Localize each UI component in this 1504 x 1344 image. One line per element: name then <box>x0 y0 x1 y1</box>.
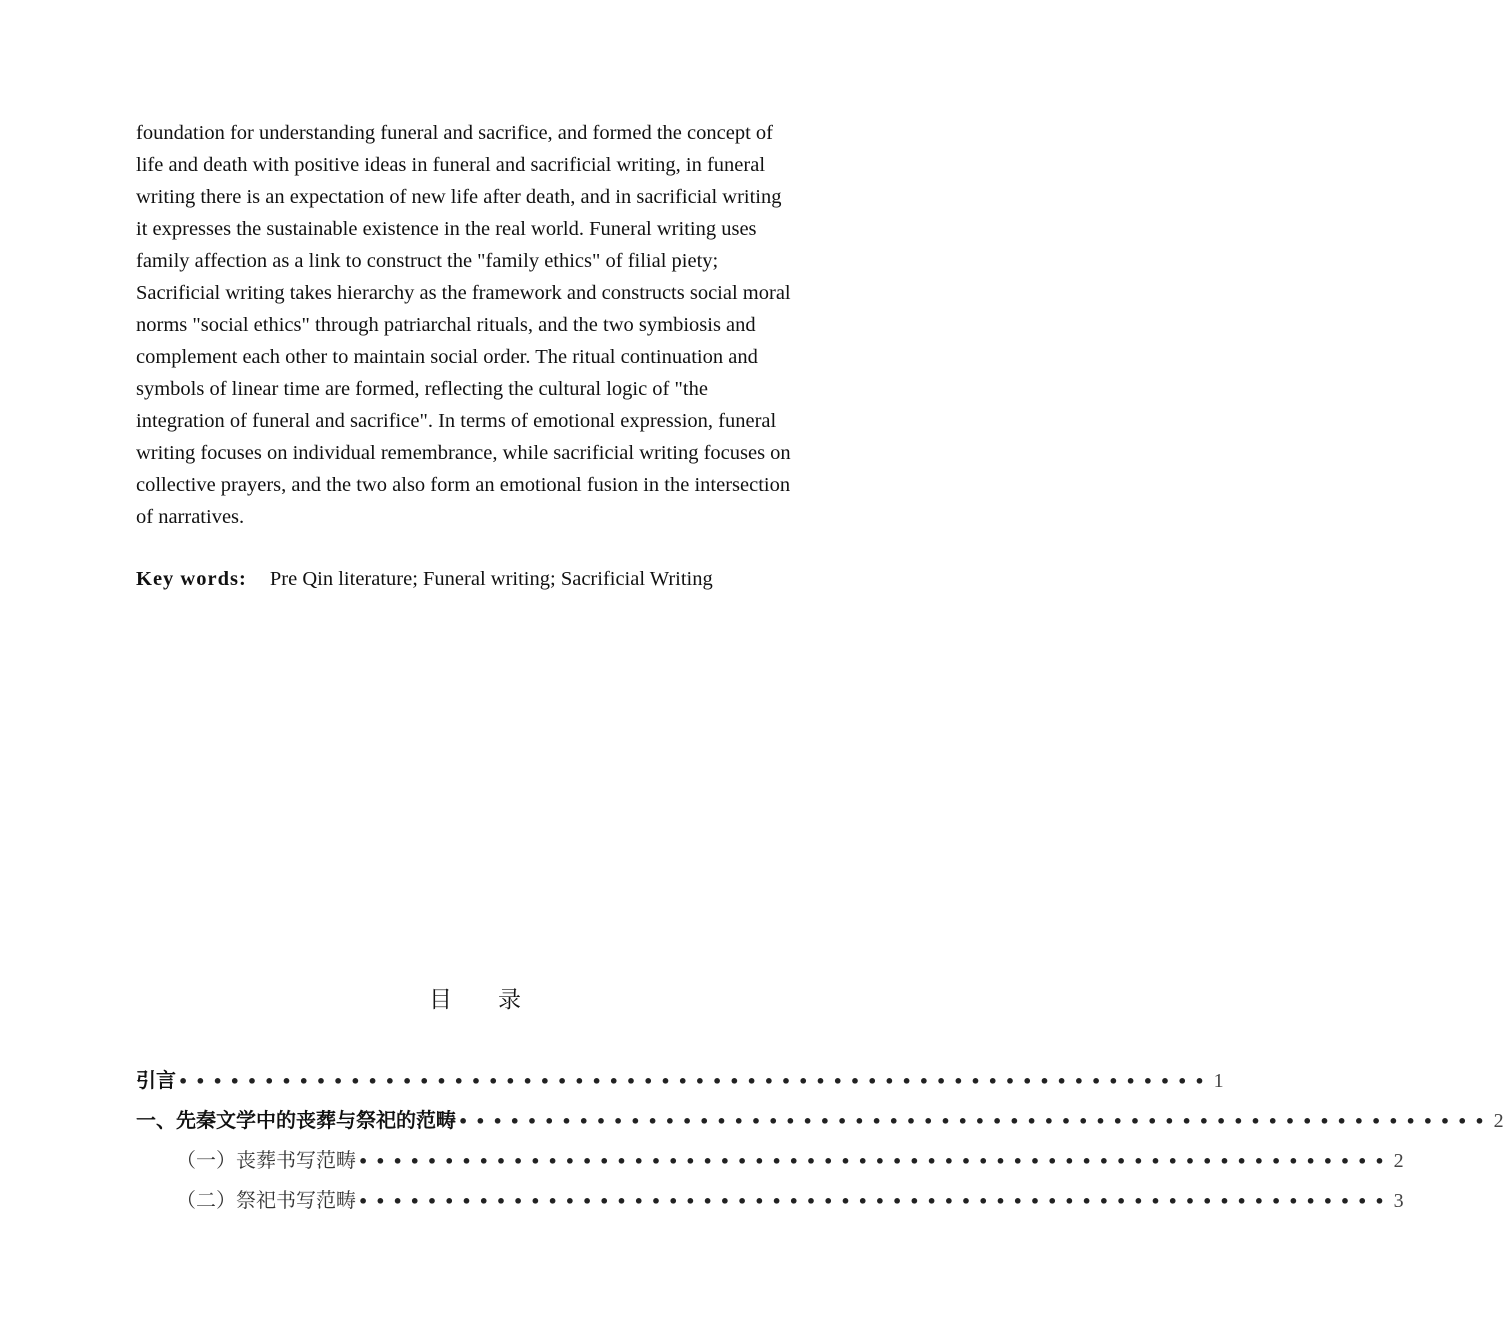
abstract-line: writing there is an expectation of new life after death, and in sacrificial writing <box>136 186 782 208</box>
toc-entry-title: 引言 <box>136 1068 176 1092</box>
abstract-line: family affection as a link to construct the "family ethics" of filial piety; <box>136 250 719 272</box>
abstract-line: norms "social ethics" through patriarchal rituals, and the two symbiosis and <box>136 314 756 336</box>
toc-leader-dots: •••••••••••••••••••••••••••••••••••••••••••••••••••••••••••• <box>358 1152 1392 1171</box>
abstract-line: complement each other to maintain social order. The ritual continuation and <box>136 346 758 368</box>
abstract-line: life and death with positive ideas in funeral and sacrificial writing, in funeral <box>136 154 766 176</box>
toc-entry-chapter-1[interactable] <box>136 1104 1504 1144</box>
toc-entry-section-1-1[interactable] <box>136 1144 1404 1184</box>
toc-entry-section-1-2[interactable] <box>136 1184 1404 1224</box>
abstract-line: writing focuses on individual remembrance, while sacrificial writing focuses on <box>136 442 791 464</box>
abstract-line: integration of funeral and sacrifice". In terms of emotional expression, funeral <box>136 410 777 432</box>
toc-entry-title: （一）丧葬书写范畴 <box>176 1148 356 1172</box>
abstract-line: symbols of linear time are formed, reflecting the cultural logic of "the <box>136 378 708 400</box>
toc-page-number: 2 <box>1493 1110 1504 1132</box>
abstract-line: Sacrificial writing takes hierarchy as the framework and constructs social moral <box>136 282 791 304</box>
keywords-line <box>136 563 852 595</box>
keywords-value: Pre Qin literature; Funeral writing; Sacrificial Writing <box>269 568 713 590</box>
toc-entry-title: 一、先秦文学中的丧葬与祭祀的范畴 <box>136 1108 456 1132</box>
toc-leader-dots: •••••••••••••••••••••••••••••••••••••••••••••••••••••••••••• <box>458 1112 1492 1131</box>
table-of-contents <box>136 1064 1504 1224</box>
toc-page-number: 3 <box>1393 1190 1404 1212</box>
toc-page-number: 1 <box>1213 1070 1224 1092</box>
toc-leader-dots: •••••••••••••••••••••••••••••••••••••••••••••••••••••••••••• <box>178 1072 1212 1091</box>
abstract-line: collective prayers, and the two also form an emotional fusion in the intersection <box>136 474 791 496</box>
abstract-paragraph <box>136 117 852 533</box>
toc-entry-intro[interactable] <box>136 1064 1224 1104</box>
toc-entry-title: （二）祭祀书写范畴 <box>176 1188 356 1212</box>
toc-leader-dots: •••••••••••••••••••••••••••••••••••••••••••••••••••••••••••• <box>358 1192 1392 1211</box>
abstract-line: it expresses the sustainable existence in the real world. Funeral writing uses <box>136 218 757 240</box>
keywords-label: Key words: <box>136 568 247 590</box>
toc-page-number: 2 <box>1393 1150 1404 1172</box>
abstract-line: of narratives. <box>136 506 245 528</box>
toc-title: 目录 <box>429 987 567 1013</box>
abstract-line: foundation for understanding funeral and sacrifice, and formed the concept of <box>136 122 773 144</box>
